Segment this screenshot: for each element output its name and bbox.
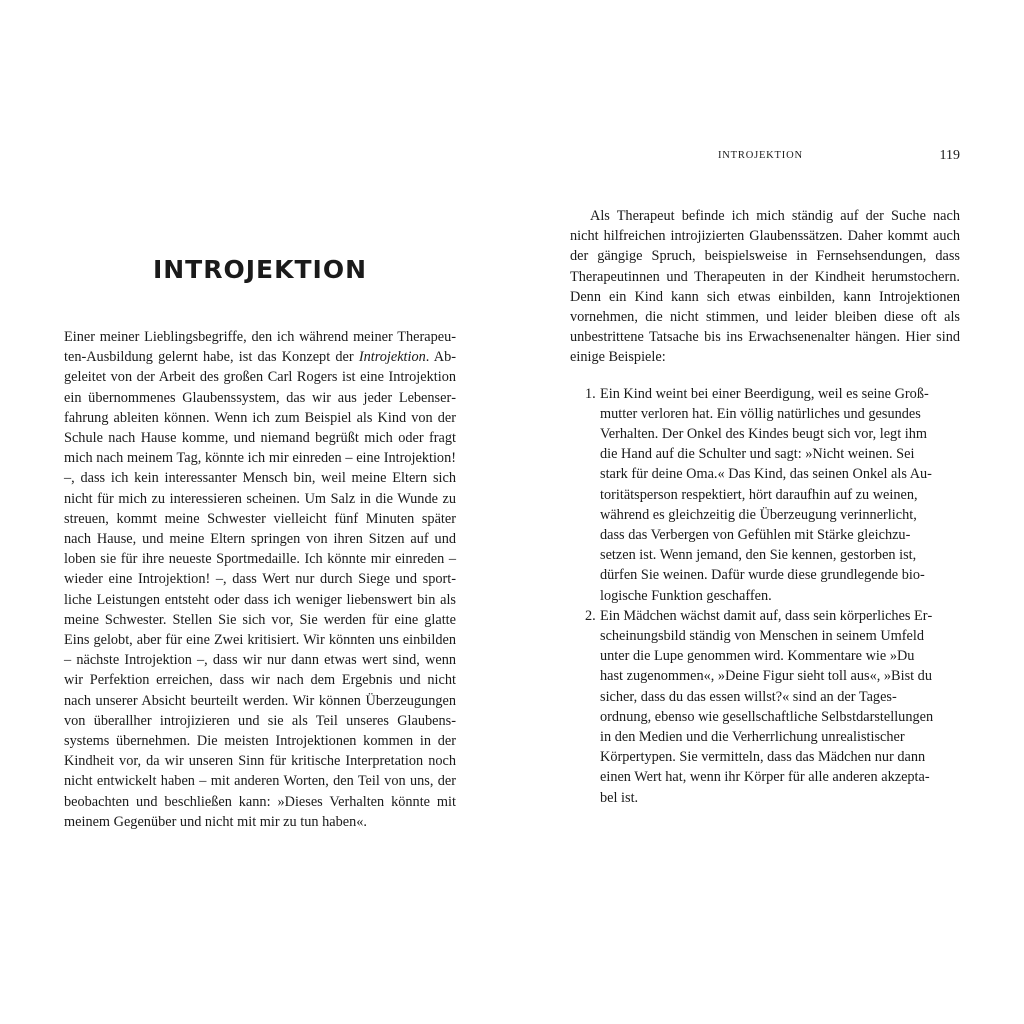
intro-paragraph: Als Therapeut befinde ich mich ständig auf der Suche nach nicht hilfreichen introjizierten Glaubenssätzen. Daher kommt auch der gängige Spruch, beispielsweise in Fernsehsendungen, dass Therapeutinnen und Therapeuten in der Kindheit herumstochern. Denn ein Kind kann sich etwas einbilden, kann Introjektionen vornehmen, die nicht stimmen, und leider bleiben diese oft als unbestrittene Tatsache bis ins Erwachsenenalter hängen. Hier sind einige Beispiele: xyxy=(570,208,960,366)
list-item xyxy=(570,606,940,808)
running-head xyxy=(570,148,960,168)
emphasized-term: Introjektion xyxy=(358,349,426,366)
right-page xyxy=(512,0,1024,1024)
chapter-title: INTROJEKTION xyxy=(152,255,368,284)
paragraph-text-start: Einer meiner Lieblingsbegriffe, den ich während meiner Therapeuten-Ausbildung gelernt habe, ist das Konzept der xyxy=(64,329,456,366)
list-item-text: Ein Mädchen wächst damit auf, dass sein körperliches Erscheinungsbild ständig von Menschen in seinem Umfeld unter die Lupe genommen wird. Kommentare wie »Du hast zugenommen«, »Deine Figur sieht toll aus«, »Bist du sicher, dass du das essen willst?« sind an der Tagesordnung, ebenso wie gesellschaftliche Selbstdarstellungen in den Medien und die Verherrlichung unrealistischer Körpertypen. Sie vermitteln, dass das Mädchen nur dann einen Wert hat, wenn ihr Körper für alle anderen akzeptabel ist. xyxy=(600,607,934,806)
page-number: 119 xyxy=(939,148,960,163)
list-item xyxy=(570,384,940,606)
right-page-body xyxy=(570,206,960,808)
running-title: INTROJEKTION xyxy=(718,150,803,161)
list-item-number: 1. xyxy=(585,385,596,402)
list-item-number: 2. xyxy=(585,607,596,624)
left-page-body xyxy=(64,327,456,832)
body-paragraph xyxy=(64,327,456,832)
paragraph-text-rest: . Abgeleitet von der Arbeit des großen Carl Rogers ist eine Introjektion ein übernommenes Glaubenssystem, das wir aus jeder Lebenserfahrung ableiten können. Wenn ich zum Beispiel als Kind von der Schule nach Hause komme, und niemand begrüßt mich oder fragt mich nach meinem Tag, könnte ich mir einreden – eine Introjektion! –, dass ich kein interessanter Mensch bin, weil meine Eltern sich nicht für mich zu interessieren scheinen. Um Salz in die Wunde zu streuen, kommt meine Schwester vielleicht fünf Minuten später nach Hause, und meine Eltern springen von ihren Sitzen auf und loben sie für ihre neueste Sportmedaille. Ich könnte mir einreden – wieder eine Introjektion! –, dass Wert nur durch Siege und sportliche Leistungen entsteht oder dass ich weniger liebenswert bin als meine Schwester. Stellen Sie sich vor, Sie werden für eine glatte Eins gelobt, aber für eine Zwei kritisiert. Wir könnten uns einbilden – nächste Introjektion –, dass wir nur dann etwas wert sind, wenn wir Perfektion erreichen, dass wir nach dem Ergebnis und nicht nach unserer Absicht beurteilt werden. Wir können Überzeugungen von überallher introjizieren und sie als Teil unseres Glaubenssystems übernehmen. Die meisten Introjektionen kommen in der Kindheit vor, da wir unseren Sinn für kritische Interpretation noch nicht entwickelt haben – mit anderen Worten, den Teil von uns, der beobachten und beschließen kann: »Dieses Verhalten könnte mit meinem Gegenüber und nicht mit mir zu tun haben«. xyxy=(64,349,456,830)
list-item-text: Ein Kind weint bei einer Beerdigung, weil es seine Großmutter verloren hat. Ein völlig natürliches und gesundes Verhalten. Der Onkel des Kindes beugt sich vor, legt ihm die Hand auf die Schulter und sagt: »Nicht weinen. Sei stark für deine Oma.« Das Kind, das seinen Onkel als Autoritätsperson respektiert, hört daraufhin auf zu weinen, während es gleichzeitig die Überzeugung verinnerlicht, dass das Verbergen von Gefühlen mit Stärke gleichzusetzen ist. Wenn jemand, den Sie kennen, gestorben ist, dürfen Sie weinen. Dafür wurde diese grundlegende biologische Funktion geschaffen. xyxy=(600,385,932,604)
examples-list xyxy=(570,384,960,808)
